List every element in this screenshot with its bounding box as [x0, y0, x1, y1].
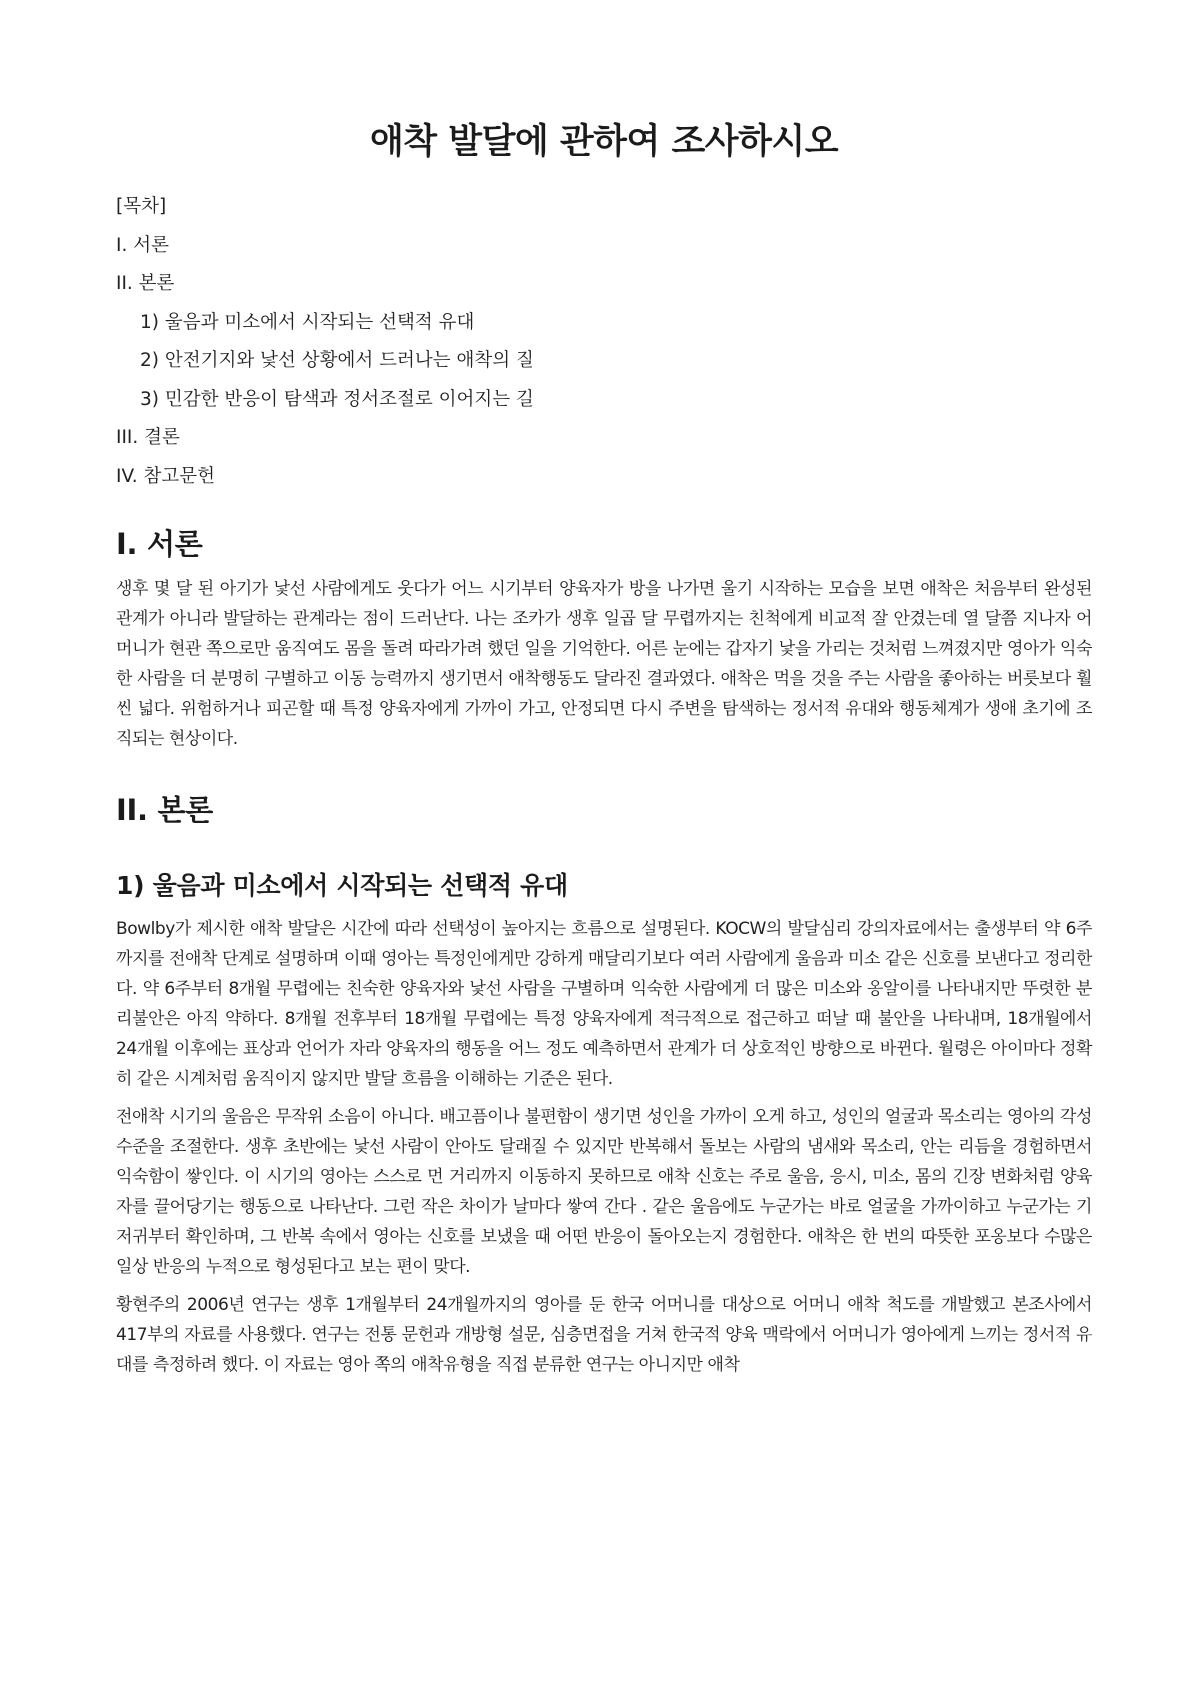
section-body	[116, 790, 1092, 1380]
toc-item-body: II. 본론	[116, 273, 175, 294]
table-of-contents	[116, 188, 1092, 496]
intro-paragraph: 생후 몇 달 된 아기가 낯선 사람에게도 웃다가 어느 시기부터 양육자가 방을 나가면 울기 시작하는 모습을 보면 애착은 처음부터 완성된 관계가 아니라 발달하는 관계라는 점이 드러난다. 나는 조카가 생후 일곱 달 무렵까지는 친척에게 비교적 잘 안겼는데 열 달쯤 지나자 어머니가 현관 쪽으로만 움직여도 몸을 돌려 따라가려 했던 일을 기억한다. 어른 눈에는 갑자기 낯을 가리는 것처럼 느껴졌지만 영아가 익숙한 사람을 더 분명히 구별하고 이동 능력까지 생기면서 애착행동도 달라진 결과였다. 애착은 먹을 것을 주는 사람을 좋아하는 버릇보다 훨씬 넓다. 위험하거나 피곤할 때 특정 양육자에게 가까이 가고, 안정되면 다시 주변을 탐색하는 정서적 유대와 행동체계가 생애 초기에 조직되는 현상이다.	[116, 579, 1093, 749]
body-paragraph: 황현주의 2006년 연구는 생후 1개월부터 24개월까지의 영아를 둔 한국 어머니를 대상으로 어머니 애착 척도를 개발했고 본조사에서 417부의 자료를 사용했다. 연구는 전통 문헌과 개방형 설문, 심층면접을 거쳐 한국적 양육 맥락에서 어머니가 영아에게 느끼는 정서적 유대를 측정하려 했다. 이 자료는 영아 쪽의 애착유형을 직접 분류한 연구는 아니지만 애착	[116, 1295, 1093, 1375]
toc-item-body-1: 1) 울음과 미소에서 시작되는 선택적 유대	[140, 311, 475, 333]
toc-heading: [목차]	[116, 196, 167, 217]
section-heading-body: II. 본론	[116, 793, 213, 827]
section-heading-intro: I. 서론	[116, 527, 203, 561]
subsection-heading-1: 1) 울음과 미소에서 시작되는 선택적 유대	[116, 871, 568, 900]
section-intro	[116, 524, 1092, 754]
toc-item-intro: I. 서론	[116, 234, 169, 256]
body-paragraph: Bowlby가 제시한 애착 발달은 시간에 따라 선택성이 높아지는 흐름으로 설명된다. KOCW의 발달심리 강의자료에서는 출생부터 약 6주까지를 전애착 단계로 설명하며 이때 영아는 특정인에게만 강하게 매달리기보다 여러 사람에게 울음과 미소 같은 신호를 보낸다고 정리한다. 약 6주부터 8개월 무렵에는 친숙한 양육자와 낯선 사람을 구별하며 익숙한 사람에게 더 많은 미소와 옹알이를 나타내지만 뚜렷한 분리불안은 아직 약하다. 8개월 전후부터 18개월 무렵에는 특정 양육자에게 적극적으로 접근하고 떠날 때 불안을 나타내며, 18개월에서 24개월 이후에는 표상과 언어가 자라 양육자의 행동을 어느 정도 예측하면서 관계가 더 상호적인 방향으로 바뀐다. 월령은 아이마다 정확히 같은 시계처럼 움직이지 않지만 발달 흐름을 이해하는 기준은 된다.	[116, 919, 1092, 1089]
document-title: 애착 발달에 관하여 조사하시오	[369, 122, 839, 162]
toc-item-conclusion: III. 결론	[116, 427, 180, 448]
toc-item-body-3: 3) 민감한 반응이 탐색과 정서조절로 이어지는 길	[140, 388, 534, 410]
toc-item-body-2: 2) 안전기지와 낯선 상황에서 드러나는 애착의 질	[140, 350, 534, 371]
body-paragraph: 전애착 시기의 울음은 무작위 소음이 아니다. 배고픔이나 불편함이 생기면 성인을 가까이 오게 하고, 성인의 얼굴과 목소리는 영아의 각성 수준을 조절한다. 생후 초반에는 낯선 사람이 안아도 달래질 수 있지만 반복해서 돌보는 사람의 냄새와 목소리, 안는 리듬을 경험하면서 익숙함이 쌓인다. 이 시기의 영아는 스스로 먼 거리까지 이동하지 못하므로 애착 신호는 주로 울음, 응시, 미소, 몸의 긴장 변화처럼 양육자를 끌어당기는 행동으로 나타난다. 그런 작은 차이가 날마다 쌓여 간다 . 같은 울음에도 누군가는 바로 얼굴을 가까이하고 누군가는 기저귀부터 확인하며, 그 반복 속에서 영아는 신호를 보냈을 때 어떤 반응이 돌아오는지 경험한다. 애착은 한 번의 따뜻한 포옹보다 수많은 일상 반응의 누적으로 형성된다고 보는 편이 맞다.	[116, 1107, 1093, 1277]
toc-item-references: IV. 참고문헌	[116, 465, 215, 487]
